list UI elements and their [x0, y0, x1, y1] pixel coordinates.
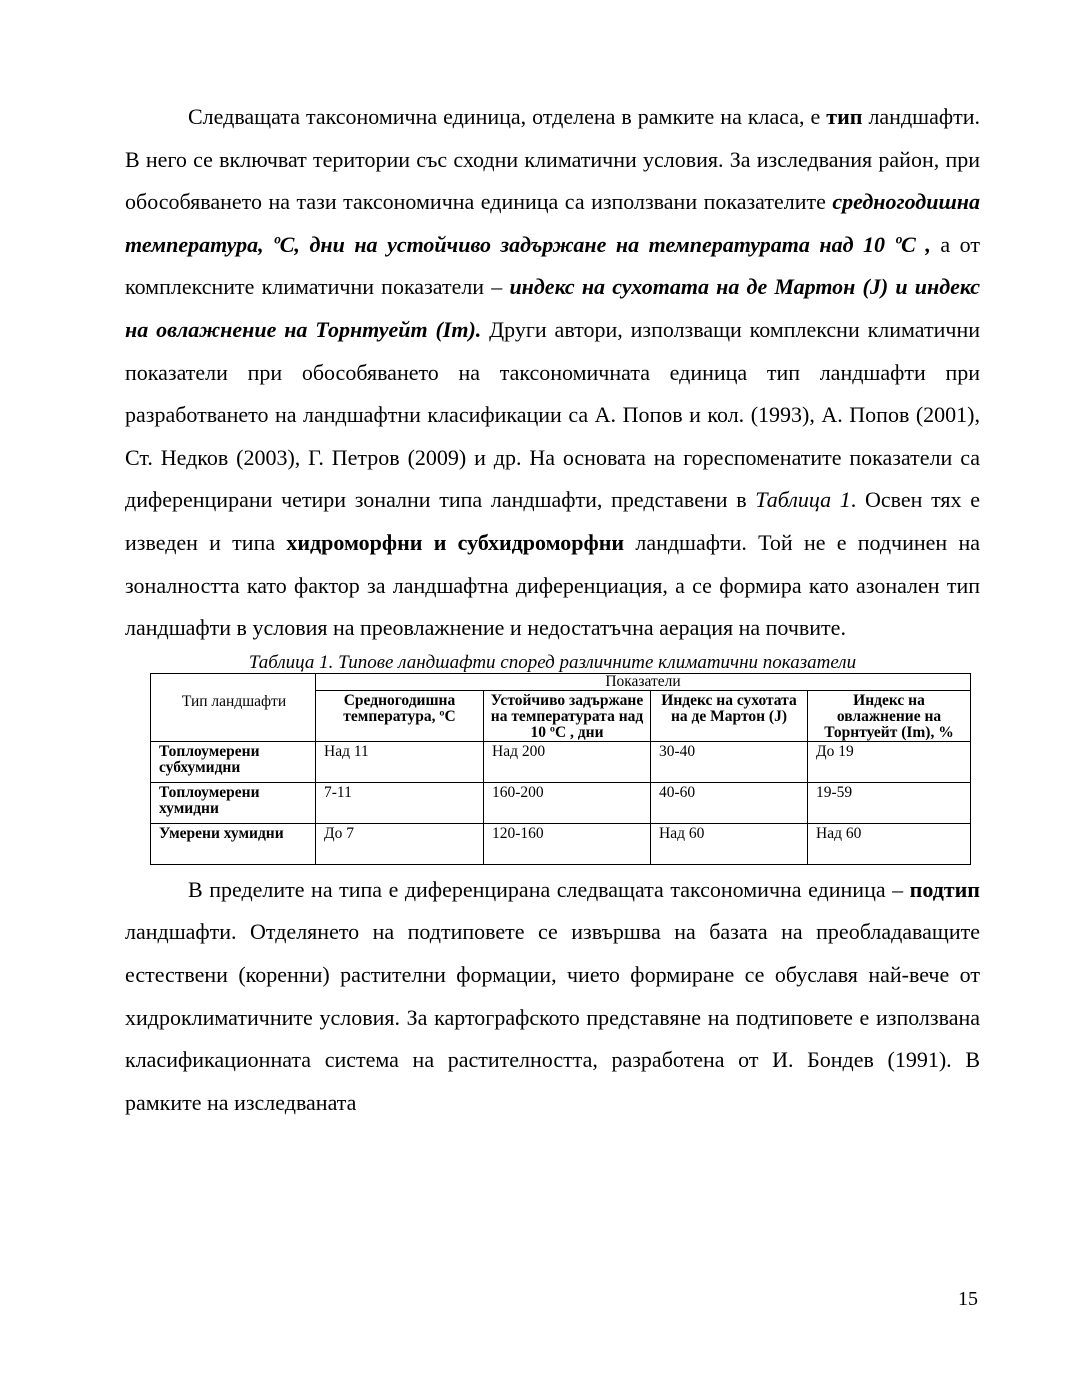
term-indices: индекс на сухотата на де Мартон (J) и индекс на овлажнение на Торнтуейт (Im).: [125, 274, 980, 342]
header-type: Тип ландшафти: [151, 673, 316, 741]
text-run: Следващата таксономична единица, отделена в рамките на класа, е: [188, 104, 827, 129]
text-run: . Освен тях е изведен и типа: [125, 487, 980, 555]
table-row: [151, 823, 971, 864]
header-de-martonne-index: Индекс на сухотата на де Мартон (J): [651, 690, 808, 741]
table-cell: Над 200: [484, 741, 651, 782]
table-row: [151, 782, 971, 823]
table-cell: Над 60: [808, 823, 971, 864]
table-reference: Таблица 1: [755, 487, 851, 513]
header-mean-temperature: Средногодишна температура, ºС: [316, 690, 484, 741]
landscape-types-table: [150, 673, 971, 865]
document-page: [125, 96, 980, 1124]
table-cell: 40-60: [651, 782, 808, 823]
table-header-row: [151, 673, 971, 690]
paragraph-subtype-landscapes: [125, 869, 980, 1125]
page-number: 15: [958, 1288, 978, 1310]
table-cell: До 7: [316, 823, 484, 864]
table-cell: До 19: [808, 741, 971, 782]
header-days-above-10: Устойчиво задържане на температурата над 10 ºС , дни: [484, 690, 651, 741]
table-cell: 30-40: [651, 741, 808, 782]
text-run: ландшафти. В него се включват територии със сходни климатични условия. За изследвания район, при обособяването на тази таксономична единица са използвани показателите: [125, 104, 980, 215]
paragraph-type-landscapes: [125, 96, 980, 650]
table-cell: 7-11: [316, 782, 484, 823]
table-cell: Над 60: [651, 823, 808, 864]
header-thornthwaite-index: Индекс на овлажнение на Торнтуейт (Im), %: [808, 690, 971, 741]
term-subtype: подтип: [909, 876, 980, 902]
term-hydromorphic: хидроморфни и субхидроморфни: [286, 529, 625, 555]
table-cell: 19-59: [808, 782, 971, 823]
text-run: ландшафти. Отделянето на подтиповете се извършва на базата на преобладаващите естествени (коренни) растителни формации, чието формиране се обуславя най-вече от хидроклиматичните условия. За картографското представяне на подтиповете е използвана класификационната система на растителността, разработена от И. Бондев (1991). В рамките на изследваната: [125, 919, 980, 1115]
table-caption: Таблица 1. Типове ландшафти според различните климатични показатели: [248, 651, 857, 673]
term-temperature-indicators: средногодишна температура, ºС, дни на устойчиво задържане на температурата над 10 ºС ,: [125, 189, 980, 257]
row-name: Топлоумерени субхумидни: [151, 741, 316, 782]
text-run: Други автори, използващи комплексни климатични показатели при обособяването на таксономичната единица тип ландшафти при разработването на ландшафтни класификации са А. Попов и кол. (1993), А. Попов (2001), Ст. Недков (2003), Г. Петров (2009) и др. На основата на гореспоменатите показатели са диференцирани четири зонални типа ландшафти, представени в: [125, 316, 981, 513]
table-row: [151, 741, 971, 782]
text-run: ландшафти. Той не е подчинен на зоналността като фактор за ландшафтна диференциация, а се формира като азонален тип ландшафти в условия на преовлажнение и недостатъчна аерация на почвите.: [125, 529, 980, 641]
table-cell: 160-200: [484, 782, 651, 823]
term-type: тип: [826, 104, 863, 129]
row-name: Топлоумерени хумидни: [151, 782, 316, 823]
header-indicators: Показатели: [316, 673, 971, 690]
table-cell: Над 11: [316, 741, 484, 782]
text-run: а от комплексните климатични показатели –: [125, 231, 981, 300]
table-cell: 120-160: [484, 823, 651, 864]
row-name: Умерени хумидни: [151, 823, 316, 864]
text-run: В пределите на типа е диференцирана следващата таксономична единица –: [188, 876, 910, 902]
